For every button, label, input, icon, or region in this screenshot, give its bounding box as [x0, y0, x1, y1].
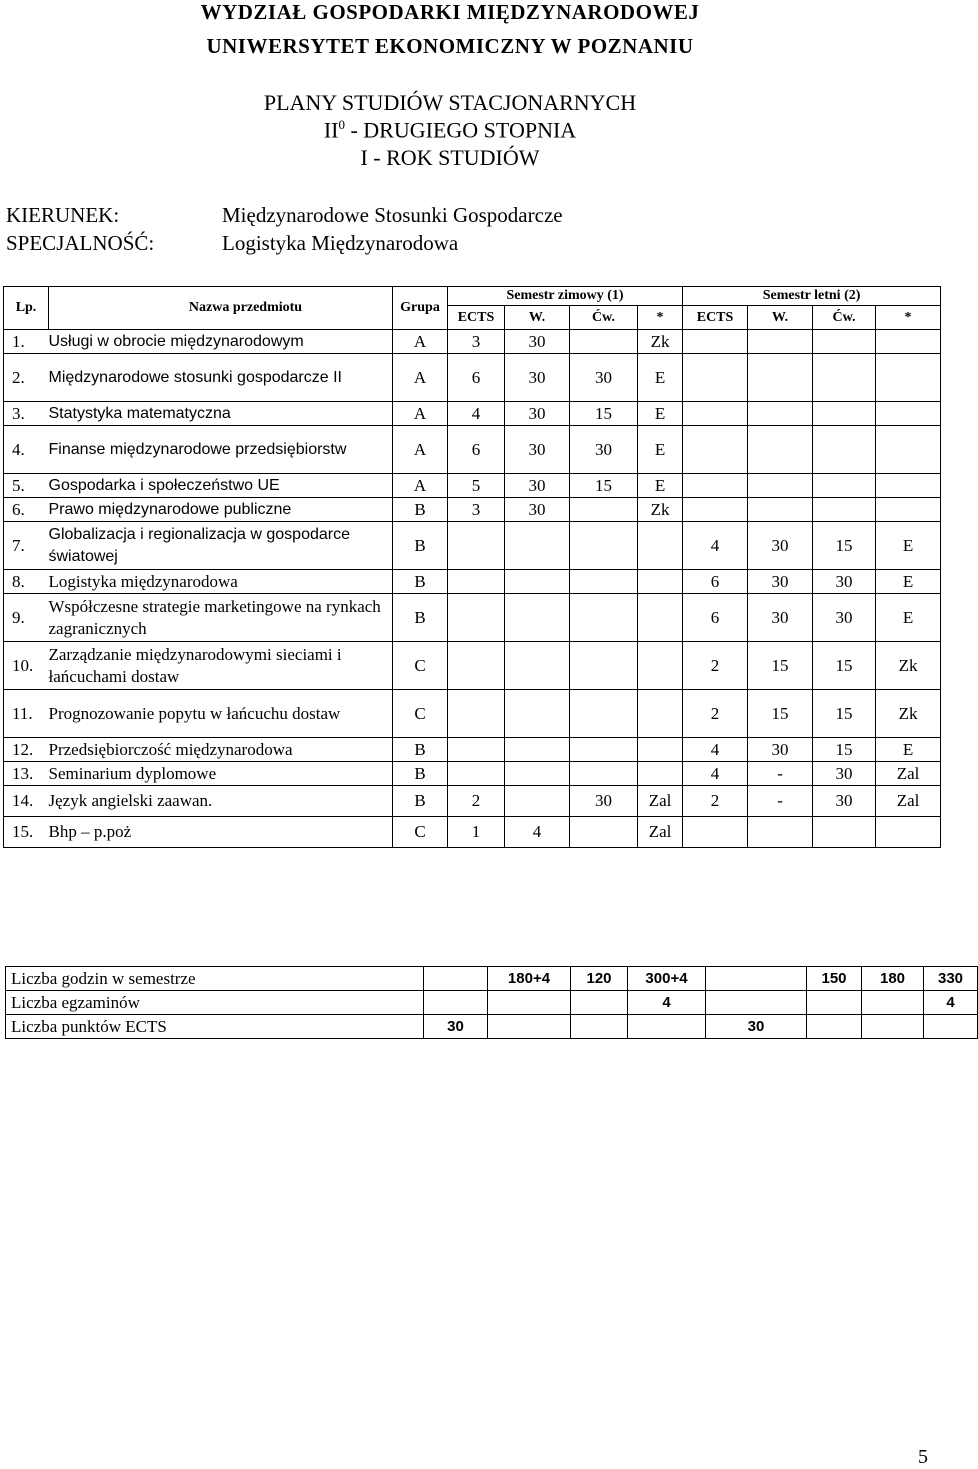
header-sem-summer: Semestr letni (2)	[683, 287, 941, 306]
header-lp: Lp.	[4, 287, 49, 330]
cell-name: Język angielski zaawan.	[49, 786, 393, 817]
curriculum-table	[3, 286, 941, 848]
cell-s1	[638, 642, 683, 690]
cell-c2: 15	[813, 522, 876, 570]
cell-grupa: B	[393, 498, 448, 522]
summary-hours-w1: 180+4	[488, 967, 571, 991]
cell-c2: 15	[813, 690, 876, 738]
cell-w2: 15	[748, 642, 813, 690]
cell-grupa: C	[393, 642, 448, 690]
cell-e2	[683, 426, 748, 474]
cell-s1: E	[638, 402, 683, 426]
cell-w2	[748, 330, 813, 354]
table-row	[4, 762, 941, 786]
cell-c2	[813, 474, 876, 498]
cell-name: Globalizacja i regionalizacja w gospodarce światowej	[49, 522, 393, 570]
cell-w1: 30	[505, 474, 570, 498]
cell-w2: 15	[748, 690, 813, 738]
cell-s2: E	[876, 594, 941, 642]
cell-s1	[638, 762, 683, 786]
cell-w1	[505, 786, 570, 817]
table-row	[4, 690, 941, 738]
cell-lp: 12.	[4, 738, 49, 762]
cell-e2: 2	[683, 690, 748, 738]
cell-s2	[876, 354, 941, 402]
cell-lp: 8.	[4, 570, 49, 594]
cell-w2: 30	[748, 570, 813, 594]
cell-e1: 6	[448, 426, 505, 474]
table-row	[4, 498, 941, 522]
cell-c2	[813, 426, 876, 474]
cell-w2: 30	[748, 594, 813, 642]
table-row	[4, 786, 941, 817]
cell-grupa: A	[393, 330, 448, 354]
cell-e1	[448, 570, 505, 594]
cell-lp: 14.	[4, 786, 49, 817]
cell-w2: -	[748, 762, 813, 786]
cell-e1: 4	[448, 402, 505, 426]
cell-e2	[683, 354, 748, 402]
header-ects-2: ECTS	[683, 306, 748, 330]
kierunek-label: KIERUNEK:	[6, 203, 120, 227]
cell-c1	[570, 817, 638, 848]
cell-w1	[505, 642, 570, 690]
cell-w2	[748, 426, 813, 474]
cell-name: Współczesne strategie marketingowe na rynkach zagranicznych	[49, 594, 393, 642]
table-row	[4, 642, 941, 690]
cell-s2: E	[876, 522, 941, 570]
cell-s2: Zk	[876, 690, 941, 738]
cell-e2: 4	[683, 762, 748, 786]
cell-name: Finanse międzynarodowe przedsiębiorstw	[49, 426, 393, 474]
cell-e2: 2	[683, 642, 748, 690]
cell-e1: 3	[448, 330, 505, 354]
cell-name: Usługi w obrocie międzynarodowym	[49, 330, 393, 354]
cell-c1	[570, 738, 638, 762]
cell-w1: 4	[505, 817, 570, 848]
cell-lp: 3.	[4, 402, 49, 426]
cell-w1	[505, 570, 570, 594]
cell-grupa: B	[393, 762, 448, 786]
cell-w2: 30	[748, 738, 813, 762]
cell-s2: E	[876, 570, 941, 594]
cell-c1	[570, 594, 638, 642]
cell-s1: Zk	[638, 330, 683, 354]
table-row	[4, 817, 941, 848]
cell-lp: 1.	[4, 330, 49, 354]
summary-row-ects	[6, 1015, 978, 1039]
cell-e2: 4	[683, 522, 748, 570]
cell-lp: 7.	[4, 522, 49, 570]
header-cw-2: Ćw.	[813, 306, 876, 330]
cell-c1: 30	[570, 354, 638, 402]
cell-s1	[638, 738, 683, 762]
cell-s1	[638, 522, 683, 570]
cell-lp: 10.	[4, 642, 49, 690]
cell-e1: 6	[448, 354, 505, 402]
table-row	[4, 426, 941, 474]
cell-lp: 9.	[4, 594, 49, 642]
cell-e1: 3	[448, 498, 505, 522]
cell-c1: 15	[570, 474, 638, 498]
cell-lp: 11.	[4, 690, 49, 738]
cell-e2	[683, 402, 748, 426]
header-name: Nazwa przedmiotu	[49, 287, 393, 330]
summary-hours-t2: 330	[924, 967, 978, 991]
cell-grupa: A	[393, 402, 448, 426]
plan-title: PLANY STUDIÓW STACJONARNYCH	[263, 90, 637, 115]
cell-grupa: A	[393, 474, 448, 498]
cell-s1	[638, 570, 683, 594]
cell-c1: 15	[570, 402, 638, 426]
cell-e1: 1	[448, 817, 505, 848]
cell-c2	[813, 817, 876, 848]
table-row	[4, 402, 941, 426]
summary-table	[5, 966, 978, 1039]
cell-s2: E	[876, 738, 941, 762]
table-row	[4, 330, 941, 354]
cell-w1: 30	[505, 426, 570, 474]
cell-s1: Zal	[638, 786, 683, 817]
summary-hours-t1: 300+4	[628, 967, 706, 991]
cell-w1: 30	[505, 498, 570, 522]
table-row	[4, 474, 941, 498]
cell-lp: 13.	[4, 762, 49, 786]
summary-hours-c1: 120	[571, 967, 628, 991]
cell-grupa: A	[393, 354, 448, 402]
summary-ects-2: 30	[706, 1015, 807, 1039]
cell-e2: 6	[683, 594, 748, 642]
cell-w1: 30	[505, 354, 570, 402]
cell-e1: 5	[448, 474, 505, 498]
cell-grupa: A	[393, 426, 448, 474]
cell-s2	[876, 498, 941, 522]
cell-s2	[876, 402, 941, 426]
cell-c1: 30	[570, 786, 638, 817]
cell-name: Bhp – p.poż	[49, 817, 393, 848]
cell-e1	[448, 522, 505, 570]
summary-label-exams: Liczba egzaminów	[6, 991, 424, 1015]
cell-c1	[570, 330, 638, 354]
cell-w1	[505, 594, 570, 642]
cell-e2: 6	[683, 570, 748, 594]
header-star-2: *	[876, 306, 941, 330]
summary-label-ects: Liczba punktów ECTS	[6, 1015, 424, 1039]
table-row	[4, 522, 941, 570]
cell-e2	[683, 817, 748, 848]
faculty-title: WYDZIAŁ GOSPODARKI MIĘDZYNARODOWEJ	[200, 0, 700, 24]
cell-lp: 5.	[4, 474, 49, 498]
cell-grupa: B	[393, 594, 448, 642]
cell-s2	[876, 817, 941, 848]
header-sem-winter: Semestr zimowy (1)	[448, 287, 683, 306]
cell-name: Międzynarodowe stosunki gospodarcze II	[49, 354, 393, 402]
cell-w2	[748, 498, 813, 522]
cell-w2: -	[748, 786, 813, 817]
cell-s1: E	[638, 354, 683, 402]
cell-c1: 30	[570, 426, 638, 474]
cell-s1: E	[638, 426, 683, 474]
header-w-2: W.	[748, 306, 813, 330]
cell-w1	[505, 762, 570, 786]
cell-s1: Zal	[638, 817, 683, 848]
cell-name: Logistyka międzynarodowa	[49, 570, 393, 594]
cell-e1: 2	[448, 786, 505, 817]
university-title: UNIWERSYTET EKONOMICZNY W POZNANIU	[206, 34, 694, 58]
cell-c1	[570, 690, 638, 738]
summary-label-hours: Liczba godzin w semestrze	[6, 967, 424, 991]
kierunek-value: Międzynarodowe Stosunki Gospodarcze	[222, 203, 563, 227]
cell-w2	[748, 474, 813, 498]
cell-s2	[876, 330, 941, 354]
cell-s2	[876, 474, 941, 498]
header-ects-1: ECTS	[448, 306, 505, 330]
cell-w1: 30	[505, 402, 570, 426]
cell-w1	[505, 522, 570, 570]
cell-grupa: B	[393, 570, 448, 594]
cell-grupa: C	[393, 817, 448, 848]
table-row	[4, 570, 941, 594]
cell-s2: Zk	[876, 642, 941, 690]
cell-grupa: B	[393, 522, 448, 570]
cell-w2: 30	[748, 522, 813, 570]
cell-c2	[813, 354, 876, 402]
cell-s2: Zal	[876, 762, 941, 786]
cell-e1	[448, 594, 505, 642]
summary-exams-1: 4	[628, 991, 706, 1015]
cell-s1: Zk	[638, 498, 683, 522]
cell-e2: 2	[683, 786, 748, 817]
cell-s2: Zal	[876, 786, 941, 817]
cell-name: Gospodarka i społeczeństwo UE	[49, 474, 393, 498]
cell-name: Statystyka matematyczna	[49, 402, 393, 426]
cell-c1	[570, 762, 638, 786]
cell-lp: 15.	[4, 817, 49, 848]
cell-e2	[683, 498, 748, 522]
summary-exams-2: 4	[924, 991, 978, 1015]
cell-c2	[813, 498, 876, 522]
cell-name: Przedsiębiorczość międzynarodowa	[49, 738, 393, 762]
cell-name: Zarządzanie międzynarodowymi sieciami i łańcuchami dostaw	[49, 642, 393, 690]
cell-lp: 6.	[4, 498, 49, 522]
cell-c1	[570, 570, 638, 594]
cell-name: Prognozowanie popytu w łańcuchu dostaw	[49, 690, 393, 738]
summary-row-exams	[6, 991, 978, 1015]
table-row	[4, 594, 941, 642]
cell-name: Seminarium dyplomowe	[49, 762, 393, 786]
cell-lp: 4.	[4, 426, 49, 474]
cell-c1	[570, 642, 638, 690]
cell-c2: 30	[813, 786, 876, 817]
plan-year: I - ROK STUDIÓW	[360, 145, 540, 170]
cell-c2: 30	[813, 570, 876, 594]
cell-e2	[683, 330, 748, 354]
cell-s1	[638, 594, 683, 642]
cell-grupa: B	[393, 786, 448, 817]
cell-c2: 30	[813, 762, 876, 786]
table-header-row	[4, 287, 941, 306]
cell-c2: 30	[813, 594, 876, 642]
header-w-1: W.	[505, 306, 570, 330]
cell-e1	[448, 642, 505, 690]
cell-c2	[813, 330, 876, 354]
cell-s1	[638, 690, 683, 738]
table-row	[4, 738, 941, 762]
page-number: 5	[918, 1446, 928, 1468]
cell-e2	[683, 474, 748, 498]
cell-c1	[570, 522, 638, 570]
cell-e1	[448, 762, 505, 786]
cell-c2: 15	[813, 738, 876, 762]
cell-w2	[748, 817, 813, 848]
summary-hours-c2: 180	[862, 967, 924, 991]
cell-c2: 15	[813, 642, 876, 690]
cell-w1	[505, 690, 570, 738]
summary-ects-1: 30	[424, 1015, 488, 1039]
cell-s1: E	[638, 474, 683, 498]
cell-e1	[448, 690, 505, 738]
header-cw-1: Ćw.	[570, 306, 638, 330]
cell-e1	[448, 738, 505, 762]
cell-w1: 30	[505, 330, 570, 354]
summary-hours-w2: 150	[807, 967, 862, 991]
cell-w2	[748, 402, 813, 426]
summary-row-hours	[6, 967, 978, 991]
header-grupa: Grupa	[393, 287, 448, 330]
cell-c2	[813, 402, 876, 426]
table-row	[4, 354, 941, 402]
specjalnosc-value: Logistyka Międzynarodowa	[222, 231, 459, 255]
cell-grupa: C	[393, 690, 448, 738]
cell-w2	[748, 354, 813, 402]
cell-w1	[505, 738, 570, 762]
plan-degree: $II^0$ - DRUGIEGO STOPNIA	[323, 117, 577, 143]
cell-name: Prawo międzynarodowe publiczne	[49, 498, 393, 522]
specjalnosc-label: SPECJALNOŚĆ:	[6, 231, 155, 255]
header-star-1: *	[638, 306, 683, 330]
cell-s2	[876, 426, 941, 474]
cell-e2: 4	[683, 738, 748, 762]
cell-c1	[570, 498, 638, 522]
cell-lp: 2.	[4, 354, 49, 402]
cell-grupa: B	[393, 738, 448, 762]
